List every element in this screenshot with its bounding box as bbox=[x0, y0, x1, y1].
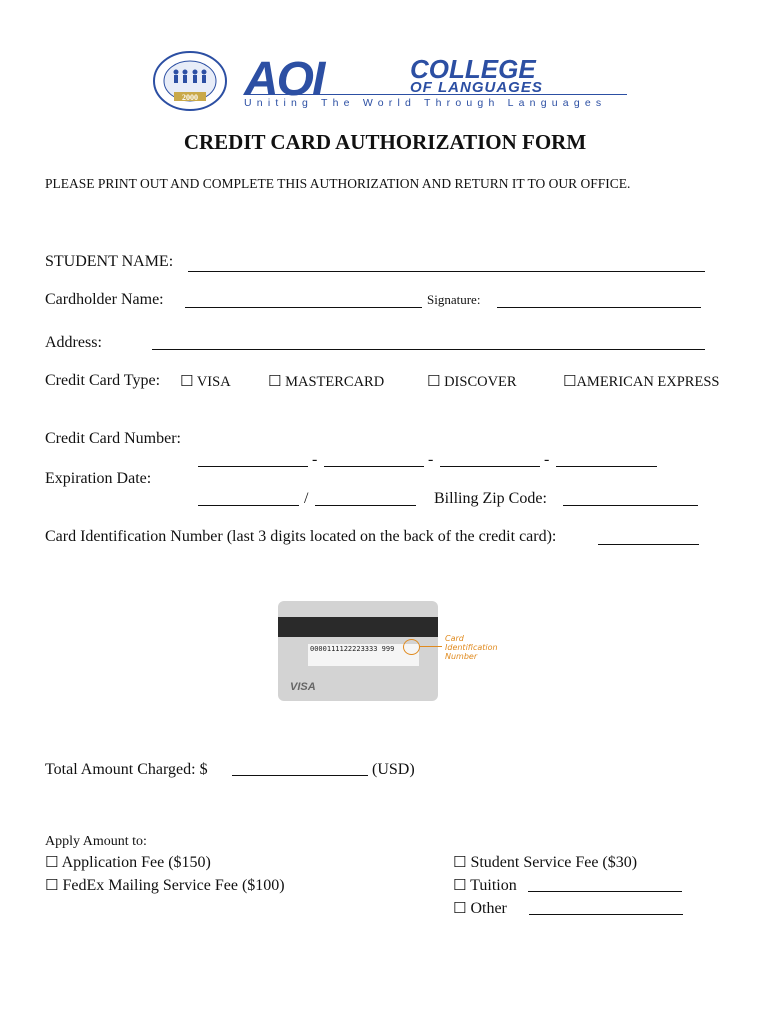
other-checkbox[interactable]: ☐ bbox=[453, 899, 467, 917]
other-amount-field[interactable] bbox=[529, 900, 683, 915]
mastercard-label: MASTERCARD bbox=[285, 374, 385, 390]
fedex-fee-option[interactable] bbox=[45, 876, 285, 895]
college-seal-logo bbox=[152, 50, 228, 112]
card-type-amex[interactable] bbox=[563, 372, 719, 391]
form-title: CREDIT CARD AUTHORIZATION FORM bbox=[183, 130, 587, 154]
total-amount-field[interactable] bbox=[232, 761, 368, 776]
card-brand-visa: VISA bbox=[290, 681, 316, 693]
expiration-year-field[interactable] bbox=[315, 491, 416, 506]
logo-aoi-text: AOI bbox=[244, 53, 324, 106]
seal-year: 2000 bbox=[182, 93, 198, 102]
cid-callout-label: Card Identification Number bbox=[445, 634, 498, 661]
form-instructions: PLEASE PRINT OUT AND COMPLETE THIS AUTHORIZATION AND RETURN IT TO OUR OFFICE. bbox=[45, 176, 631, 191]
logo-tagline: Uniting The World Through Languages bbox=[244, 97, 607, 109]
card-number-dash-1: - bbox=[312, 451, 318, 468]
expiration-label: Expiration Date: bbox=[45, 470, 152, 487]
cardholder-name-label: Cardholder Name: bbox=[45, 291, 164, 308]
magnetic-stripe bbox=[278, 617, 438, 637]
tuition-checkbox[interactable]: ☐ bbox=[453, 876, 467, 894]
student-name-field[interactable] bbox=[188, 257, 705, 272]
cid-pointer-arrow bbox=[420, 646, 442, 647]
cardholder-name-field[interactable] bbox=[185, 293, 422, 308]
apply-amount-heading: Apply Amount to: bbox=[45, 834, 147, 849]
other-option[interactable] bbox=[453, 899, 507, 918]
card-sample-number: 0000111122223333 999 bbox=[310, 645, 395, 653]
cid-field[interactable] bbox=[598, 530, 699, 545]
discover-label: DISCOVER bbox=[444, 374, 517, 390]
total-amount-label: Total Amount Charged: $ bbox=[45, 761, 208, 778]
card-number-group-1[interactable] bbox=[198, 452, 308, 467]
logo-divider bbox=[244, 94, 627, 95]
tuition-option[interactable] bbox=[453, 876, 517, 895]
signature-field[interactable] bbox=[497, 293, 701, 308]
visa-checkbox[interactable]: ☐ bbox=[180, 372, 194, 390]
student-service-fee-checkbox[interactable]: ☐ bbox=[453, 853, 467, 871]
expiration-slash: / bbox=[304, 490, 309, 507]
cid-highlight-circle bbox=[403, 639, 420, 655]
cid-label: Card Identification Number (last 3 digits located on the back of the credit card): bbox=[45, 528, 557, 545]
card-number-group-4[interactable] bbox=[556, 452, 657, 467]
fedex-fee-label: FedEx Mailing Service Fee ($100) bbox=[62, 877, 285, 894]
address-label: Address: bbox=[45, 334, 102, 351]
billing-zip-field[interactable] bbox=[563, 491, 698, 506]
card-type-discover[interactable] bbox=[427, 372, 517, 391]
tuition-label: Tuition bbox=[470, 877, 517, 894]
other-label: Other bbox=[470, 900, 507, 917]
discover-checkbox[interactable]: ☐ bbox=[427, 372, 441, 390]
signature-label: Signature: bbox=[427, 292, 481, 307]
application-fee-option[interactable] bbox=[45, 853, 211, 872]
address-field[interactable] bbox=[152, 336, 705, 350]
amex-checkbox[interactable]: ☐ bbox=[563, 372, 577, 390]
card-type-mastercard[interactable] bbox=[268, 372, 384, 391]
amex-label: AMERICAN EXPRESS bbox=[576, 374, 720, 390]
tuition-amount-field[interactable] bbox=[528, 877, 682, 892]
card-number-group-3[interactable] bbox=[440, 452, 540, 467]
billing-zip-label: Billing Zip Code: bbox=[434, 490, 547, 507]
card-number-dash-2: - bbox=[428, 451, 434, 468]
logo-college-text: COLLEGE bbox=[410, 54, 536, 84]
usd-label: (USD) bbox=[372, 761, 415, 778]
application-fee-label: Application Fee ($150) bbox=[61, 854, 211, 871]
card-number-dash-3: - bbox=[544, 451, 550, 468]
application-fee-checkbox[interactable]: ☐ bbox=[45, 853, 59, 871]
card-number-label: Credit Card Number: bbox=[45, 430, 181, 447]
card-type-label: Credit Card Type: bbox=[45, 372, 161, 389]
mastercard-checkbox[interactable]: ☐ bbox=[268, 372, 282, 390]
student-service-fee-option[interactable] bbox=[453, 853, 637, 872]
visa-label: VISA bbox=[196, 374, 231, 390]
fedex-fee-checkbox[interactable]: ☐ bbox=[45, 876, 59, 894]
student-name-label: STUDENT NAME: bbox=[45, 253, 174, 270]
card-number-group-2[interactable] bbox=[324, 452, 424, 467]
student-service-fee-label: Student Service Fee ($30) bbox=[470, 854, 638, 871]
expiration-month-field[interactable] bbox=[198, 491, 299, 506]
logo-languages-text: OF LANGUAGES bbox=[410, 79, 543, 96]
card-type-visa[interactable] bbox=[180, 372, 231, 391]
